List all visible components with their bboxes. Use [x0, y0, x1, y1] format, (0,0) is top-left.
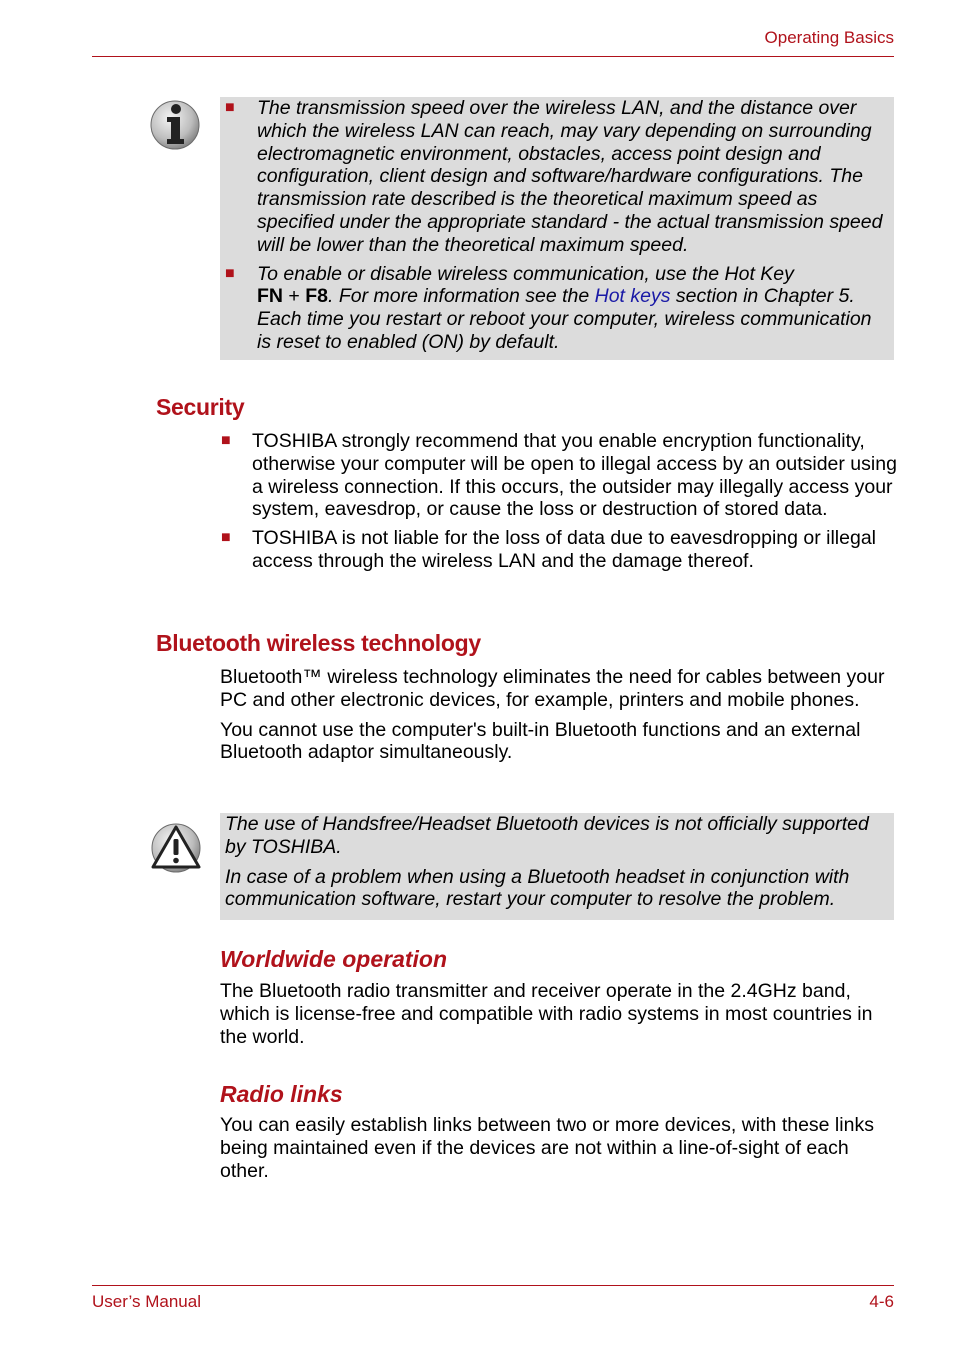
radio-links-body: [220, 1114, 900, 1182]
info-note-text: section in Chapter 5. Each time you restart or reboot your computer, wireless communication is reset to enabled (ON) by default.: [257, 285, 872, 353]
paragraph: You cannot use the computer's built-in Bluetooth functions and an external Bluetooth adaptor simultaneously.: [220, 718, 861, 764]
warning-note-box: [220, 813, 894, 920]
page-number: 4-6: [869, 1292, 894, 1311]
paragraph: The Bluetooth radio transmitter and receiver operate in the 2.4GHz band, which is license-free and compatible with radio systems in most countries in the world.: [220, 980, 873, 1048]
list-item: [220, 263, 886, 354]
bluetooth-heading: Bluetooth wireless technology: [156, 630, 481, 656]
list-item-text: TOSHIBA is not liable for the loss of data due to eavesdropping or illegal access through the wireless LAN and the damage thereof.: [252, 527, 877, 572]
warning-note-text: In case of a problem when using a Bluetooth headset in conjunction with communication software, restart your computer to resolve the problem.: [225, 865, 850, 911]
warning-icon: [150, 822, 202, 874]
list-item-text: TOSHIBA strongly recommend that you enable encryption functionality, otherwise your computer will be open to illegal access by an outsider using a wireless connection. If this occurs, the outsider may illegally access your system, eavesdrop, or cause the loss or destruction of stored data.: [252, 430, 897, 521]
info-note-text: . For more information see the: [328, 285, 595, 308]
bullet-square: ■: [225, 99, 235, 116]
paragraph: Bluetooth™ wireless technology eliminates the need for cables between your PC and other electronic devices, for example, printers and mobile phones.: [220, 666, 885, 711]
info-note-text: The transmission speed over the wireless LAN, and the distance over which the wireless LAN can reach, may vary depending on surrounding electromagnetic environment, obstacles, access point design and configuration, client design and software/hardware configurations. The transmission rate described is the theoretical maximum speed as specified under the appropriate standard - the actual transmission speed will be lower than the theoretical maximum speed.: [257, 97, 883, 256]
hot-keys-link[interactable]: Hot keys: [594, 285, 671, 308]
bullet-square: ■: [225, 264, 235, 282]
warning-note-text: The use of Handsfree/Headset Bluetooth devices is not officially supported by TOSHIBA.: [225, 813, 869, 858]
bullet-square: ■: [221, 432, 231, 449]
bluetooth-body: [220, 666, 900, 764]
security-list: [220, 430, 900, 573]
radio-links-heading: Radio links: [220, 1081, 343, 1107]
worldwide-body: [220, 980, 900, 1048]
info-note-box: [220, 97, 894, 360]
paragraph: You can easily establish links between two or more devices, with these links being maintained even if the devices are not within a line-of-sight of each other.: [220, 1114, 874, 1182]
footer-rule: [92, 1285, 894, 1286]
key-f8: F8: [305, 285, 328, 308]
list-item: [220, 527, 900, 573]
chapter-title: Operating Basics: [764, 28, 894, 47]
key-plus: +: [283, 285, 306, 308]
info-note-text: To enable or disable wireless communication, use the Hot Key: [257, 262, 794, 285]
info-icon: [150, 99, 202, 151]
bullet-square: ■: [221, 529, 231, 547]
security-heading: Security: [156, 394, 245, 420]
list-item: [220, 430, 900, 521]
header-rule: [92, 56, 894, 57]
list-item: [220, 97, 886, 257]
key-fn: FN: [257, 285, 283, 308]
worldwide-heading: Worldwide operation: [220, 946, 448, 972]
manual-title: User’s Manual: [92, 1292, 201, 1311]
